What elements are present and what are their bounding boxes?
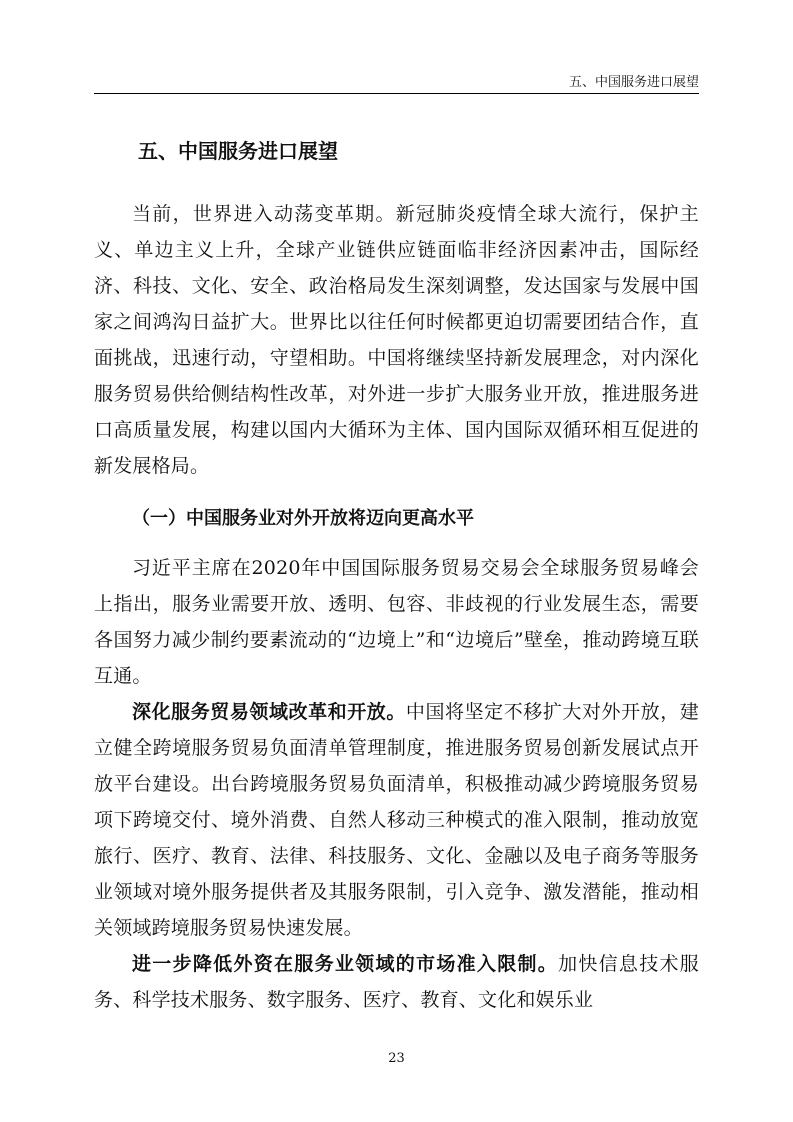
subsection-title: （一）中国服务业对外开放将迈向更高水平	[132, 508, 474, 529]
paragraph-lead: 进一步降低外资在服务业领域的市场准入限制。	[132, 953, 559, 975]
intro-paragraph: 当前，世界进入动荡变革期。新冠肺炎疫情全球大流行，保护主义、单边主义上升，全球产业链供应链面临非经济因素冲击，国际经济、科技、文化、安全、政治格局发生深刻调整，发达国家与发展中国家之间鸿沟日益扩大。世界比以往任何时候都更迫切需要团结合作，直面挑战，迅速行动，守望相助。中国将继续坚持新发展理念，对内深化服务贸易供给侧结构性改革，对外进一步扩大服务业开放，推进服务进口高质量发展，构建以国内大循环为主体、国内国际双循环相互促进的新发展格局。	[94, 203, 699, 477]
running-header: 五、中国服务进口展望	[568, 75, 699, 90]
paragraph-lead: 深化服务贸易领域改革和开放。	[132, 701, 406, 723]
paragraph-text: 加快信息技术服务、科学技术服务、数字服务、医疗、教育、文化和娱乐业	[94, 953, 699, 1011]
page-number: 23	[388, 1051, 405, 1066]
body-paragraph	[94, 946, 699, 1018]
body-paragraph	[94, 694, 699, 946]
page-content	[94, 130, 699, 1018]
paragraph-text: 中国将坚定不移扩大对外开放，建立健全跨境服务贸易负面清单管理制度，推进服务贸易创新发展试点开放平台建设。出台跨境服务贸易负面清单，积极推动减少跨境服务贸易项下跨境交付、境外消费、自然人移动三种模式的准入限制，推动放宽旅行、医疗、教育、法律、科技服务、文化、金融以及电子商务等服务业领域对境外服务提供者及其服务限制，引入竞争、激发潜能，推动相关领域跨境服务贸易快速发展。	[94, 701, 699, 939]
header-rule	[94, 93, 699, 94]
body-paragraph	[94, 550, 699, 694]
paragraph-text: 习近平主席在2020年中国国际服务贸易交易会全球服务贸易峰会上指出，服务业需要开放、透明、包容、非歧视的行业发展生态，需要各国努力减少制约要素流动的“边境上”和“边境后”壁垒，推动跨境互联互通。	[94, 557, 699, 687]
section-title: 五、中国服务进口展望	[138, 139, 338, 163]
